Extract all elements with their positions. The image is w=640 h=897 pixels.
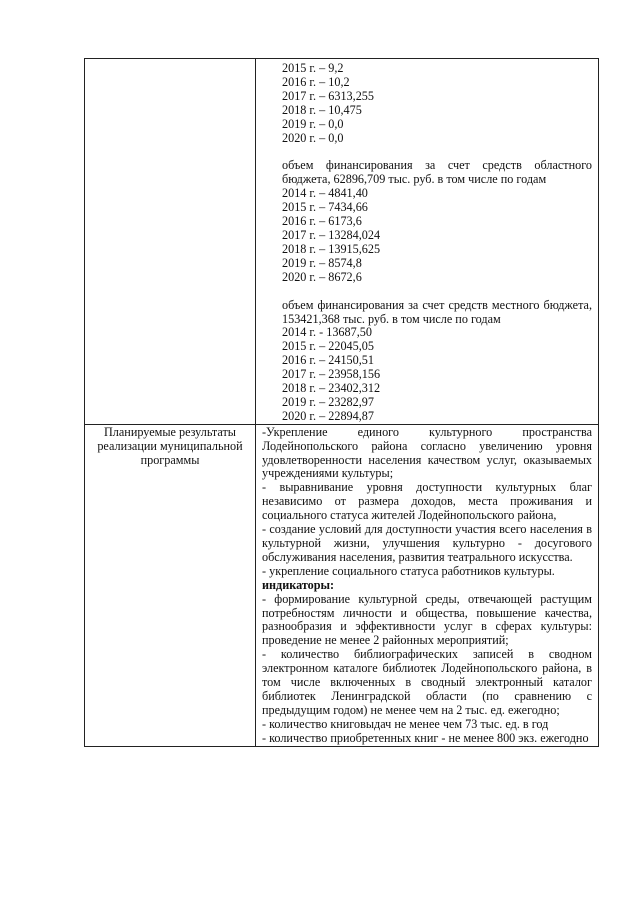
regional-budget-intro: объем финансирования за счет средств областного бюджета, 62896,709 тыс. руб. в том числе по годам [282,158,592,187]
result-item: - укрепление социального статуса работников культуры. [262,563,555,578]
regional-years-list [282,187,592,284]
funding-label-cell [85,59,256,425]
year-line: 2015 г. – 9,2 [282,61,344,75]
indicator-item: - количество приобретенных книг - не менее 800 экз. ежегодно [262,730,589,745]
prev-years-list [282,62,592,145]
funding-cell [256,59,599,425]
year-line: 2016 г. – 24150,51 [282,353,374,368]
year-line: 2017 г. – 6313,255 [282,88,374,103]
year-line: 2020 г. – 0,0 [282,130,344,145]
year-line: 2015 г. – 22045,05 [282,339,374,354]
local-years-list [282,326,592,423]
local-budget-intro: объем финансирования за счет средств местного бюджета, 153421,368 тыс. руб. в том числе по годам [282,297,592,326]
year-line: 2017 г. – 13284,024 [282,227,381,242]
program-passport-table [84,58,599,747]
results-row [85,424,599,746]
year-line: 2017 г. – 23958,156 [282,367,381,382]
result-item: - выравнивание уровня доступности культурных благ независимо от размера доходов, места проживания и социального статуса жителей Лодейнопольского района, [262,480,592,523]
year-line: 2016 г. – 10,2 [282,74,350,89]
year-line: 2016 г. – 6173,6 [282,214,362,229]
year-line: 2020 г. – 22894,87 [282,408,374,423]
year-line: 2015 г. – 7434,66 [282,200,368,215]
year-line: 2019 г. – 0,0 [282,116,344,131]
results-label: Планируемые результаты реализации муниципальной программы [85,424,256,746]
funding-row [85,59,599,425]
year-line: 2020 г. – 8672,6 [282,269,362,284]
year-line: 2014 г. – 4841,40 [282,186,368,201]
indicators-heading: индикаторы: [262,577,335,592]
indicator-item: - количество библиографических записей в сводном электронном каталоге библиотек Лодейнопольского района, в том числе включенных в сводный электронный каталог библиотек Ленинградской области (по сравнению с предыдущим годом) не менее чем на 2 тыс. ед. ежегодно; [262,647,592,717]
result-item: - создание условий для доступности участия всего населения в культурной жизни, улучшения культурно - досугового обслуживания населения, развития театрального искусства. [262,522,592,564]
indicator-item: - формирование культурной среды, отвечающей растущим потребностям личности и общества, повышение качества, разнообразия и эффективности услуг в сферах культуры: проведение не менее 2 районных мероприятий; [262,591,592,648]
year-line: 2018 г. – 23402,312 [282,381,381,396]
year-line: 2019 г. – 8574,8 [282,255,362,270]
result-item: -Укрепление единого культурного пространства Лодейнопольского района согласно увеличению уровня удовлетворенности населения качеством услуг, оказываемых учреждениями культуры; [262,424,592,481]
year-line: 2018 г. – 10,475 [282,102,362,117]
year-line: 2018 г. – 13915,625 [282,241,381,256]
results-cell [256,424,599,746]
year-line: 2019 г. – 23282,97 [282,394,374,409]
year-line: 2014 г. - 13687,50 [282,325,372,340]
indicator-item: - количество книговыдач не менее чем 73 тыс. ед. в год [262,716,549,731]
